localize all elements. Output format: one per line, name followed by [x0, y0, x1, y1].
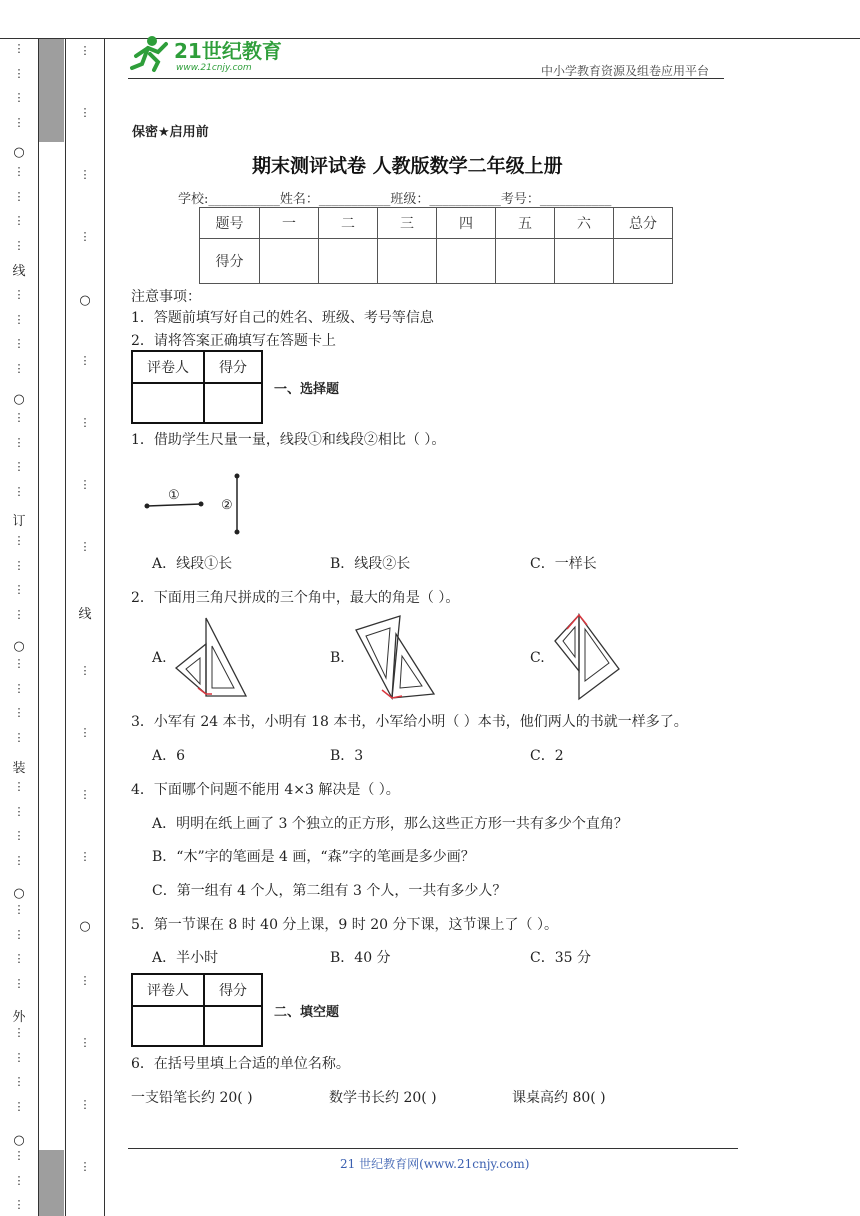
- margin-dot: ⋮: [13, 607, 25, 621]
- margin-dot: ⋮: [13, 484, 25, 498]
- grader-label: 评卷人: [132, 974, 204, 1006]
- option-c[interactable]: C．2: [530, 748, 564, 764]
- note-item: 1．答题前填写好自己的姓名、班级、考号等信息: [131, 310, 434, 326]
- header-rule: [128, 78, 724, 79]
- score-header-cell: 二: [319, 208, 378, 239]
- option-a[interactable]: A．半小时: [152, 950, 219, 966]
- margin-dot: ⋮: [13, 853, 25, 867]
- score-header-cell: 五: [496, 208, 555, 239]
- margin-dot: ⋮: [79, 850, 91, 863]
- logo: [128, 34, 288, 78]
- middle-binding-strip: [38, 38, 66, 1216]
- margin-dot: ⋮: [13, 976, 25, 990]
- margin-dot: ⋮: [79, 354, 91, 367]
- margin-dot: ⋮: [13, 706, 25, 720]
- margin-dot: ⋮: [79, 416, 91, 429]
- margin-dot: ⋮: [13, 730, 25, 744]
- margin-dot: ⋮: [13, 583, 25, 597]
- option-a[interactable]: A．明明在纸上画了 3 个独立的正方形，那么这些正方形一共有多少个直角？: [152, 816, 628, 832]
- score-header-cell: 题号: [200, 208, 260, 239]
- margin-circle: ○: [13, 392, 25, 407]
- score-row-label: 得分: [200, 239, 260, 284]
- margin-dot: ⋮: [79, 230, 91, 243]
- margin-dot: ⋮: [13, 558, 25, 572]
- margin-label-inner-line: 线: [78, 607, 92, 622]
- grader-name-cell[interactable]: [132, 1006, 204, 1046]
- margin-dot: ⋮: [13, 91, 25, 105]
- margin-dot: ⋮: [13, 829, 25, 843]
- margin-dot: ⋮: [13, 214, 25, 228]
- margin-dot: ⋮: [79, 1036, 91, 1049]
- footer-rule: [128, 1148, 738, 1149]
- margin-dot: ⋮: [13, 115, 25, 129]
- section-title-fill: 二、填空题: [274, 1005, 340, 1020]
- score-header-row: [200, 208, 673, 239]
- margin-dot: ⋮: [13, 927, 25, 941]
- margin-dot: ⋮: [13, 1149, 25, 1162]
- margin-dot: ⋮: [13, 411, 25, 424]
- margin-dot: ⋮: [13, 1099, 25, 1113]
- segment-label-1: ①: [168, 488, 180, 503]
- margin-dot: ⋮: [13, 952, 25, 966]
- margin-label-line: 线: [12, 264, 26, 279]
- question-text: 5．第一节课在 8 时 40 分上课，9 时 20 分下课，这节课上了（ ）。: [131, 917, 558, 933]
- footer-text: 21 世纪教育网(www.21cnjy.com): [340, 1157, 530, 1171]
- gray-block-bottom: [39, 1150, 64, 1216]
- grader-score-cell[interactable]: [204, 1006, 262, 1046]
- option-a[interactable]: A．6: [152, 748, 186, 764]
- inner-binding-line: [104, 38, 105, 1216]
- confidential-mark: 保密★启用前: [132, 125, 209, 140]
- option-b[interactable]: B．3: [330, 748, 364, 764]
- logo-title: 21世纪教育: [174, 39, 282, 63]
- question-text: 2．下面用三角尺拼成的三个角中，最大的角是（ ）。: [131, 590, 460, 606]
- margin-dot: ⋮: [13, 435, 25, 449]
- margin-dot: ⋮: [13, 165, 25, 178]
- margin-dot: ⋮: [79, 168, 91, 181]
- margin-dot: ⋮: [13, 1075, 25, 1089]
- option-c[interactable]: C．一样长: [530, 556, 597, 572]
- question-text: 4．下面哪个问题不能用 4×3 解决是（ ）。: [131, 782, 400, 798]
- fill-blank[interactable]: 一支铅笔长约 20( ): [131, 1090, 253, 1106]
- margin-dot: ⋮: [13, 42, 25, 55]
- score-header-cell: 四: [437, 208, 496, 239]
- margin-dot: ⋮: [13, 780, 25, 793]
- option-b[interactable]: B．线段②长: [330, 556, 411, 572]
- margin-dot: ⋮: [13, 66, 25, 80]
- question-text: 6．在括号里填上合适的单位名称。: [131, 1056, 350, 1072]
- option-c[interactable]: C．第一组有 4 个人，第二组有 3 个人，一共有多少人？: [152, 883, 507, 899]
- option-c[interactable]: C.: [530, 650, 545, 666]
- margin-circle: ○: [13, 639, 25, 654]
- margin-dot: ⋮: [79, 540, 91, 553]
- logo-url: www.21cnjy.com: [176, 63, 252, 73]
- margin-dot: ⋮: [13, 288, 25, 301]
- margin-dot: ⋮: [79, 44, 91, 57]
- score-table: [199, 207, 673, 284]
- gray-block-top: [39, 38, 64, 142]
- margin-circle: ○: [13, 886, 25, 901]
- margin-dot: ⋮: [13, 903, 25, 916]
- score-cell[interactable]: [614, 239, 673, 284]
- score-header-cell: 六: [555, 208, 614, 239]
- option-c[interactable]: C．35 分: [530, 950, 591, 966]
- margin-dot: ⋮: [13, 681, 25, 695]
- margin-dot: ⋮: [79, 974, 91, 987]
- margin-dot: ⋮: [79, 664, 91, 677]
- margin-circle: ○: [13, 1133, 25, 1148]
- grader-name-cell[interactable]: [132, 383, 204, 423]
- option-a[interactable]: A．线段①长: [152, 556, 233, 572]
- margin-dot: ⋮: [13, 361, 25, 375]
- grader-score-label: 得分: [204, 351, 262, 383]
- margin-dot: ⋮: [13, 1050, 25, 1064]
- score-header-cell: 总分: [614, 208, 673, 239]
- margin-dot: ⋮: [13, 189, 25, 203]
- score-value-row: [200, 239, 673, 284]
- score-header-cell: 一: [260, 208, 319, 239]
- margin-label-install: 装: [12, 761, 26, 776]
- margin-dot: ⋮: [79, 478, 91, 491]
- student-info-line: 学校:___________姓名：___________班级：___________考号：___________: [178, 192, 612, 207]
- margin-dot: ⋮: [13, 1026, 25, 1039]
- segment-label-2: ②: [221, 498, 233, 513]
- margin-label-outer: 外: [12, 1010, 26, 1025]
- margin-circle: ○: [13, 145, 25, 160]
- margin-dot: ⋮: [13, 312, 25, 326]
- score-cell[interactable]: [378, 239, 437, 284]
- margin-dot: ⋮: [13, 804, 25, 818]
- page-title: 期末测评试卷 人教版数学二年级上册: [252, 155, 563, 177]
- logo-runner-icon: [128, 34, 288, 74]
- margin-dot: ⋮: [79, 726, 91, 739]
- score-cell[interactable]: [496, 239, 555, 284]
- section-title-choice: 一、选择题: [274, 382, 340, 397]
- question-text: 3．小军有 24 本书，小明有 18 本书，小军给小明（ ）本书，他们两人的书就一样多了。: [131, 714, 688, 730]
- grader-box: [131, 973, 263, 1047]
- fill-blank[interactable]: 课桌高约 80( ): [512, 1090, 606, 1106]
- grader-score-cell[interactable]: [204, 383, 262, 423]
- fill-blank[interactable]: 数学书长约 20( ): [329, 1090, 437, 1106]
- q2-angle-b-figure: [350, 612, 436, 700]
- option-a[interactable]: A.: [152, 650, 167, 666]
- margin-dot: ⋮: [13, 534, 25, 547]
- option-b[interactable]: B．“木”字的笔画是 4 画，“森”字的笔画是多少画？: [152, 849, 475, 865]
- q2-angle-c-figure: [553, 611, 623, 701]
- option-b[interactable]: B.: [330, 650, 345, 666]
- margin-dot: ⋮: [79, 788, 91, 801]
- margin-dot: ⋮: [79, 106, 91, 119]
- margin-dot: ⋮: [13, 238, 25, 252]
- margin-dot: ⋮: [13, 460, 25, 474]
- margin-dot: ⋮: [13, 337, 25, 351]
- margin-circle: ○: [79, 293, 91, 308]
- score-header-cell: 三: [378, 208, 437, 239]
- score-cell[interactable]: [437, 239, 496, 284]
- margin-circle: ○: [79, 919, 91, 934]
- margin-label-bind: 订: [12, 514, 26, 529]
- grader-score-label: 得分: [204, 974, 262, 1006]
- score-cell[interactable]: [260, 239, 319, 284]
- grader-box: [131, 350, 263, 424]
- margin-dot: ⋮: [79, 1098, 91, 1111]
- question-text: 1．借助学生尺量一量，线段①和线段②相比（ ）。: [131, 432, 446, 448]
- score-cell[interactable]: [319, 239, 378, 284]
- q1-segments-figure: [138, 470, 248, 536]
- platform-name: 中小学教育资源及组卷应用平台: [541, 64, 710, 78]
- grader-label: 评卷人: [132, 351, 204, 383]
- note-item: 2．请将答案正确填写在答题卡上: [131, 333, 336, 349]
- margin-dot: ⋮: [13, 1198, 25, 1212]
- option-b[interactable]: B．40 分: [330, 950, 391, 966]
- margin-dot: ⋮: [13, 1173, 25, 1187]
- score-cell[interactable]: [555, 239, 614, 284]
- q2-angle-a-figure: [172, 616, 252, 698]
- margin-dot: ⋮: [79, 1160, 91, 1173]
- notes-heading: 注意事项：: [131, 289, 201, 305]
- margin-dot: ⋮: [13, 657, 25, 670]
